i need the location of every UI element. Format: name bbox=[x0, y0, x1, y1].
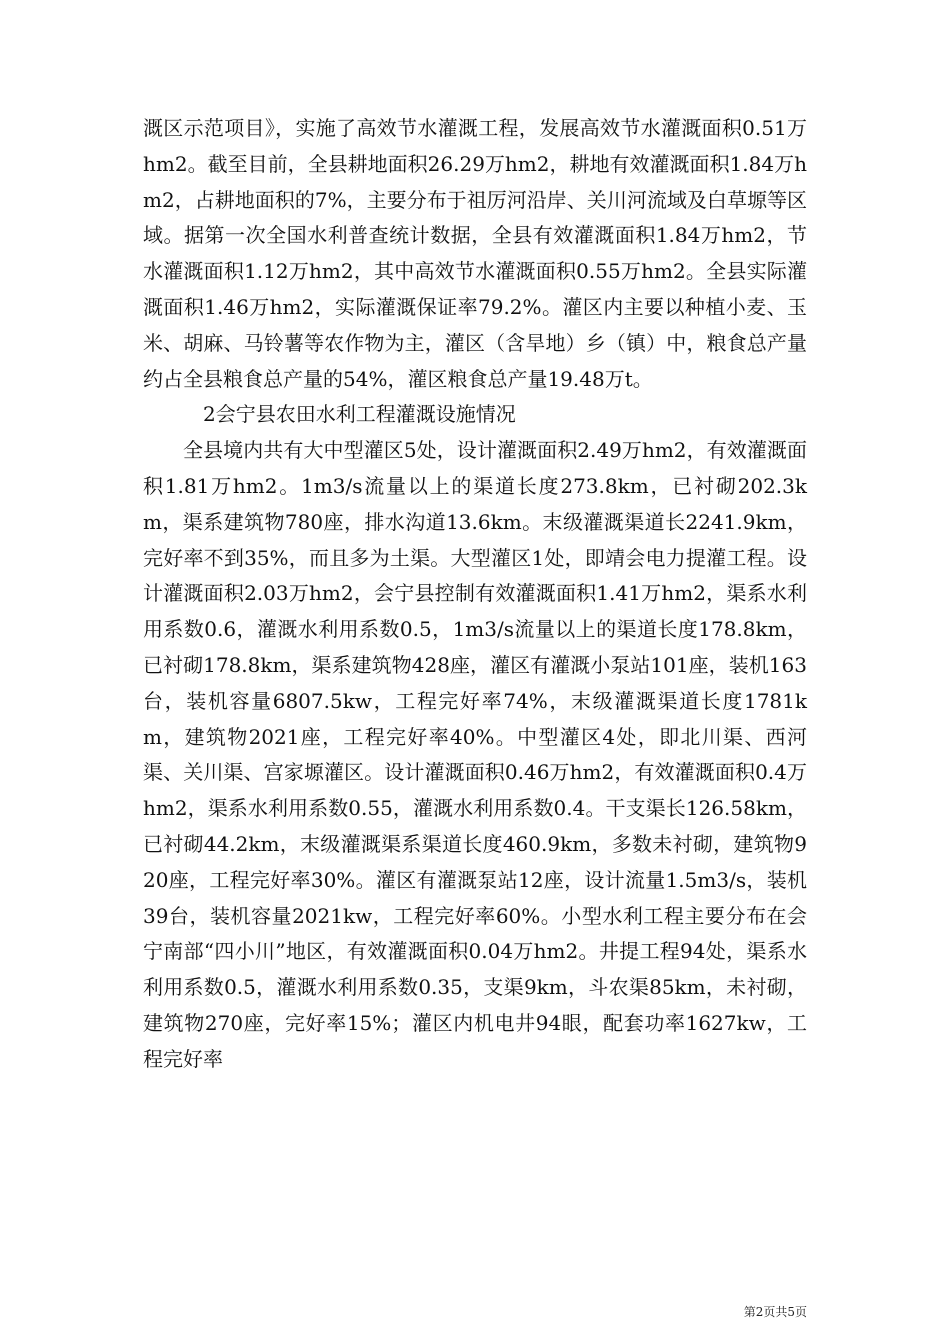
paragraph-irrigation-overview: 溉区示范项目》，实施了高效节水灌溉工程，发展高效节水灌溉面积0.51万hm2。截至目前，全县耕地面积26.29万hm2，耕地有效灌溉面积1.84万hm2，占耕地面积的7%，主要分布于祖厉河沿岸、关川河流域及白草塬等区域。据第一次全国水利普查统计数据，全县有效灌溉面积1.84万hm2，节水灌溉面积1.12万hm2，其中高效节水灌溉面积0.55万hm2。全县实际灌溉面积1.46万hm2，实际灌溉保证率79.2%。灌区内主要以种植小麦、玉米、胡麻、马铃薯等农作物为主，灌区（含旱地）乡（镇）中，粮食总产量约占全县粮食总产量的54%，灌区粮食总产量19.48万t。 bbox=[143, 116, 807, 391]
section-heading: 2会宁县农田水利工程灌溉设施情况 bbox=[203, 402, 516, 427]
document-body bbox=[143, 111, 807, 1078]
paragraph-irrigation-facilities: 全县境内共有大中型灌区5处，设计灌溉面积2.49万hm2，有效灌溉面积1.81万hm2。1m3/s流量以上的渠道长度273.8km，已衬砌202.3km，渠系建筑物780座，排水沟道13.6km。末级灌溉渠道长2241.9km，完好率不到35%，而且多为土渠。大型灌区1处，即靖会电力提灌工程。设计灌溉面积2.03万hm2，会宁县控制有效灌溉面积1.41万hm2，渠系水利用系数0.6，灌溉水利用系数0.5，1m3/s流量以上的渠道长度178.8km，已衬砌178.8km，渠系建筑物428座，灌区有灌溉小泵站101座，装机163台，装机容量6807.5kw，工程完好率74%，末级灌溉渠道长度1781km，建筑物2021座，工程完好率40%。中型灌区4处，即北川渠、西河渠、关川渠、宫家塬灌区。设计灌溉面积0.46万hm2，有效灌溉面积0.4万hm2，渠系水利用系数0.55，灌溉水利用系数0.4。干支渠长126.58km，已衬砌44.2km，末级灌溉渠系渠道长度460.9km，多数未衬砌，建筑物920座，工程完好率30%。灌区有灌溉泵站12座，设计流量1.5m3/s，装机39台，装机容量2021kw，工程完好率60%。小型水利工程主要分布在会宁南部“四小川”地区，有效灌溉面积0.04万hm2。井提工程94处，渠系水利用系数0.5，灌溉水利用系数0.35，支渠9km，斗农渠85km，未衬砌，建筑物270座，完好率15%；灌区内机电井94眼，配套功率1627kw，工程完好率 bbox=[143, 438, 807, 1071]
page-number: 第2页共5页 bbox=[743, 1305, 807, 1319]
